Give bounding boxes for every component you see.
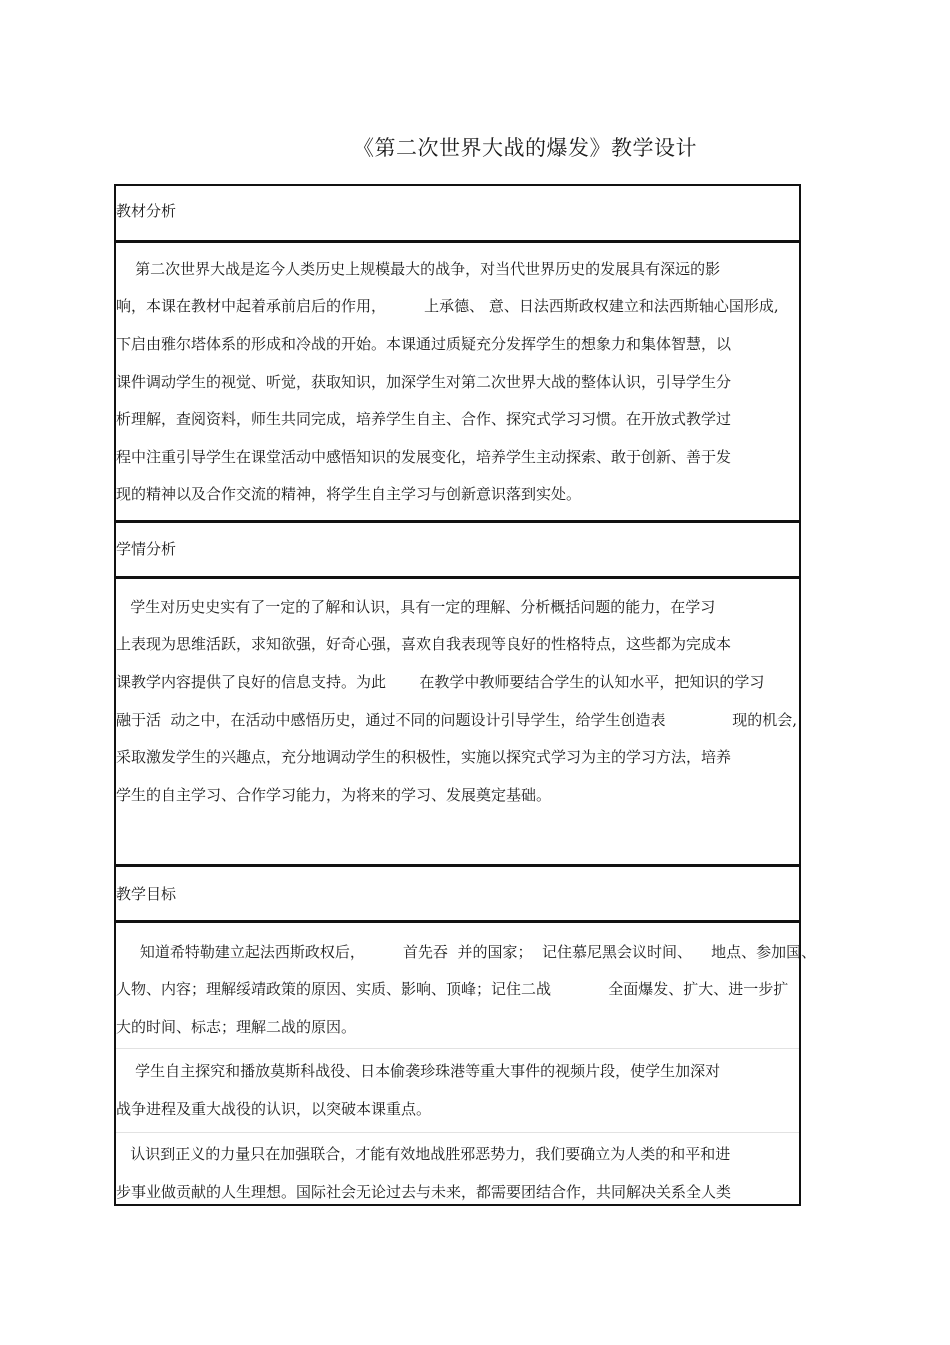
text-line: 上表现为思维活跃，求知欲强，好奇心强，喜欢自我表现等良好的性格特点，这些都为完成本 <box>116 635 732 653</box>
text-line: 现的精神以及合作交流的精神，将学生自主学习与创新意识落到实处。 <box>116 485 582 503</box>
text-line: 步事业做贡献的人生理想。国际社会无论过去与未来，都需要团结合作，共同解决关系全人类 <box>116 1183 732 1201</box>
row-divider <box>116 520 799 523</box>
text-line: 课教学内容提供了良好的信息支持。为此 在教学中教师要结合学生的认知水平，把知识的学习 <box>116 673 765 691</box>
section-heading-teaching-objectives: 教学目标 <box>116 885 177 903</box>
row-divider <box>116 576 799 579</box>
text-line: 人物、内容；理解绥靖政策的原因、实质、影响、顶峰；记住二战 全面爆发、扩大、进一步扩 <box>116 980 789 998</box>
text-line: 大的时间、标志；理解二战的原因。 <box>116 1018 357 1036</box>
text-line: 认识到正义的力量只在加强联合，才能有效地战胜邪恶势力，我们要确立为人类的和平和进 <box>116 1145 731 1163</box>
row-divider <box>116 240 799 243</box>
text-line: 学生自主探究和播放莫斯科战役、日本偷袭珍珠港等重大事件的视频片段，使学生加深对 <box>116 1062 721 1080</box>
text-line: 程中注重引导学生在课堂活动中感悟知识的发展变化，培养学生主动探索、敢于创新、善于发 <box>116 448 732 466</box>
row-divider <box>116 864 799 867</box>
text-line: 战争进程及重大战役的认识，以突破本课重点。 <box>116 1100 432 1118</box>
sub-divider <box>116 1048 799 1049</box>
lesson-plan-table <box>114 184 817 1206</box>
text-line: 课件调动学生的视觉、听觉，获取知识，加深学生对第二次世界大战的整体认识，引导学生分 <box>116 373 732 391</box>
text-line: 融于活 动之中，在活动中感悟历史，通过不同的问题设计引导学生，给学生创造表 现的机会, <box>116 711 798 729</box>
text-line: 学生的自主学习、合作学习能力，为将来的学习、发展奠定基础。 <box>116 786 552 804</box>
text-line: 采取激发学生的兴趣点，充分地调动学生的积极性，实施以探究式学习为主的学习方法，培养 <box>116 748 732 766</box>
text-line: 学生对历史史实有了一定的了解和认识，具有一定的理解、分析概括问题的能力，在学习 <box>116 598 716 616</box>
row-divider <box>116 920 799 923</box>
page-title: 《第二次世界大战的爆发》教学设计 <box>353 136 697 160</box>
section-heading-textbook-analysis: 教材分析 <box>116 202 177 220</box>
text-line: 响，本课在教材中起着承前启后的作用， 上承德、 意、日法西斯政权建立和法西斯轴心国形成, <box>116 297 779 315</box>
text-line: 知道希特勒建立起法西斯政权后， 首先吞 并的国家； 记住慕尼黑会议时间、 地点、参加国、 <box>116 943 817 961</box>
text-line: 析理解，查阅资料，师生共同完成，培养学生自主、合作、探究式学习习惯。在开放式教学过 <box>116 410 732 428</box>
text-line: 第二次世界大战是迄今人类历史上规模最大的战争，对当代世界历史的发展具有深远的影 <box>116 260 721 278</box>
section-heading-student-analysis: 学情分析 <box>116 540 177 558</box>
text-line: 下启由雅尔塔体系的形成和冷战的开始。本课通过质疑充分发挥学生的想象力和集体智慧，以 <box>116 335 732 353</box>
sub-divider <box>116 1132 799 1133</box>
